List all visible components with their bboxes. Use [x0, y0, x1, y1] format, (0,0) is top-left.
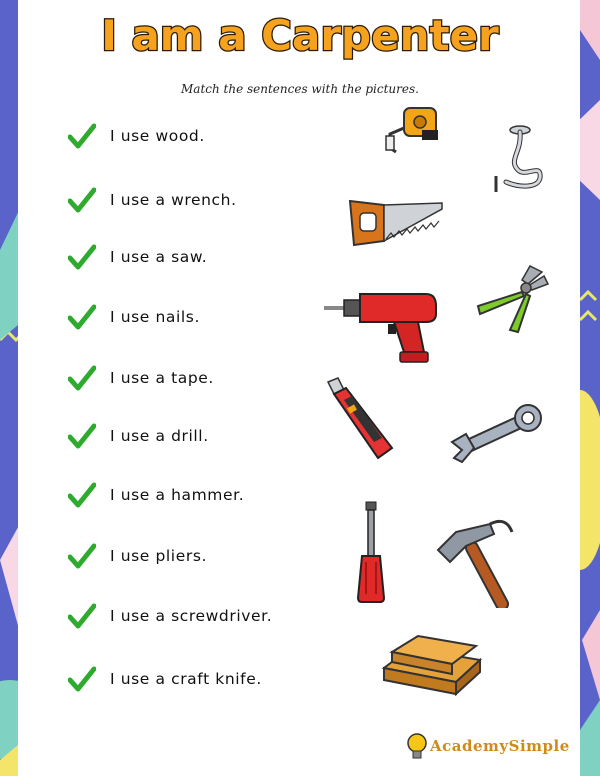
- sentence-row: [68, 121, 205, 151]
- check-icon: [68, 603, 96, 629]
- brand-logo: [404, 729, 570, 763]
- sentence-text: I use a wrench.: [110, 191, 237, 209]
- sentence-row: [68, 601, 272, 631]
- wood-planks-icon: [380, 634, 484, 704]
- sentence-row: [68, 242, 207, 272]
- title-text: I am a Carpenter: [101, 11, 499, 60]
- craft-knife-icon: [322, 376, 398, 462]
- bent-nail-icon: [488, 122, 554, 198]
- lightbulb-icon: [404, 731, 430, 761]
- brand-name: AcademySimple: [430, 737, 570, 755]
- check-icon: [68, 123, 96, 149]
- instructions: Match the sentences with the pictures.: [181, 82, 419, 96]
- power-drill-icon: [322, 286, 446, 366]
- check-icon: [68, 304, 96, 330]
- sentence-text: I use pliers.: [110, 547, 208, 565]
- sentence-text: I use wood.: [110, 127, 205, 145]
- tape-measure-icon: [382, 100, 448, 158]
- sentence-row: [68, 480, 244, 510]
- hammer-icon: [432, 512, 522, 608]
- sentence-text: I use a saw.: [110, 248, 208, 266]
- hand-saw-icon: [346, 195, 446, 251]
- sentence-text: I use nails.: [110, 308, 200, 326]
- check-icon: [68, 543, 96, 569]
- check-icon: [68, 365, 96, 391]
- sentence-text: I use a drill.: [110, 427, 209, 445]
- sentence-row: [68, 664, 262, 694]
- check-icon: [68, 482, 96, 508]
- screwdriver-icon: [352, 500, 392, 604]
- sentence-row: [68, 302, 200, 332]
- check-icon: [68, 244, 96, 270]
- check-icon: [68, 423, 96, 449]
- sentence-row: [68, 363, 214, 393]
- sentence-text: I use a craft knife.: [110, 670, 262, 688]
- wrench-icon: [448, 402, 548, 472]
- pliers-icon: [470, 262, 550, 336]
- page-title: [0, 2, 600, 64]
- sentence-text: I use a screwdriver.: [110, 607, 273, 625]
- sentence-row: [68, 541, 207, 571]
- check-icon: [68, 187, 96, 213]
- check-icon: [68, 666, 96, 692]
- sentence-text: I use a hammer.: [110, 486, 245, 504]
- sentence-row: [68, 421, 209, 451]
- sentence-row: [68, 185, 237, 215]
- sentence-text: I use a tape.: [110, 369, 214, 387]
